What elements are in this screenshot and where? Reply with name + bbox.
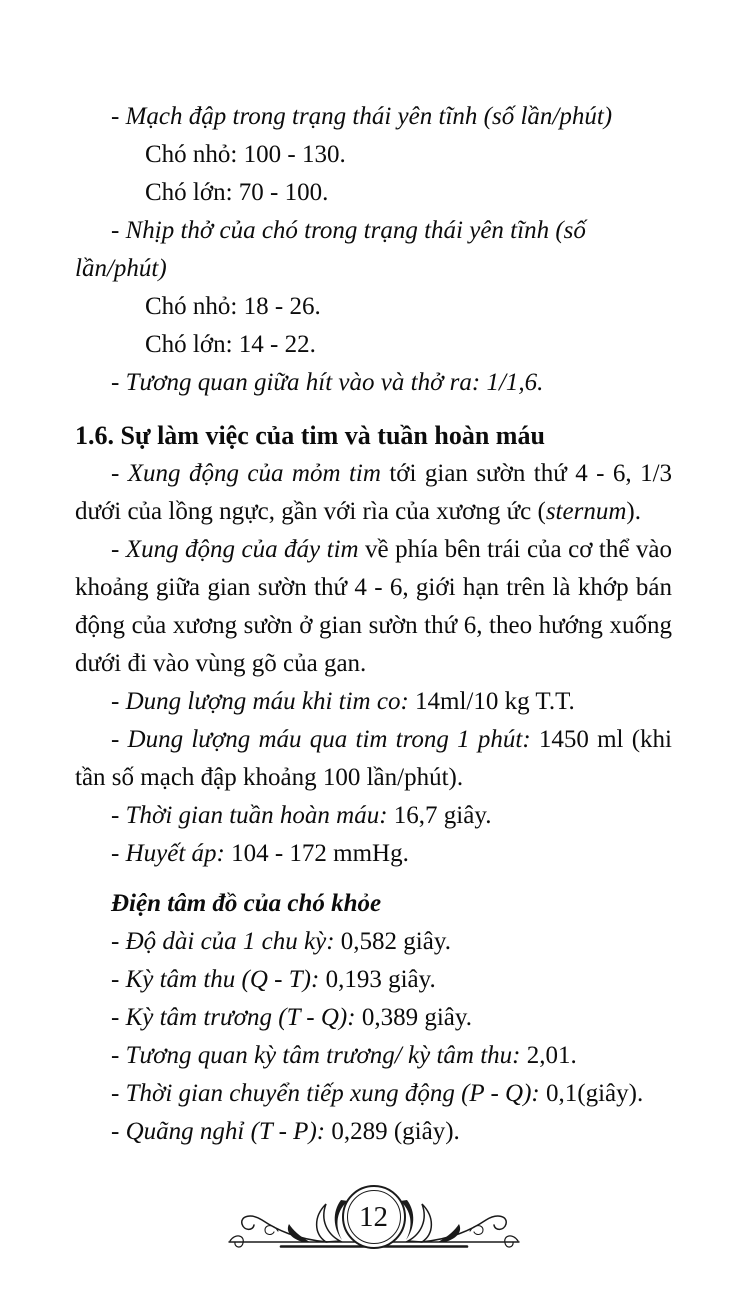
ecg-cycle-length-label: - Độ dài của 1 chu kỳ: xyxy=(111,928,335,955)
ecg-ratio-value: 2,01. xyxy=(526,1042,577,1069)
apex-beat-text: tới gian sườn thứ 4 - 6, 1/3 dưới của lồng ngực, gần với rìa của xương ức ( xyxy=(75,460,673,525)
blood-pressure-line xyxy=(75,835,672,873)
ecg-diastole-line xyxy=(75,999,672,1037)
pulse-rate-label: - Mạch đập trong trạng thái yên tĩnh (số lần/phút) xyxy=(111,103,613,130)
ecg-diastole-label: - Kỳ tâm trương (T - Q): xyxy=(111,1004,356,1031)
ecg-rest-interval-value: 0,289 (giây). xyxy=(331,1118,460,1145)
ecg-ratio-line xyxy=(75,1037,672,1075)
circulation-time-value: 16,7 giây. xyxy=(393,802,492,829)
circulation-time-line xyxy=(75,797,672,835)
ecg-rest-interval-label: - Quãng nghỉ (T - P): xyxy=(111,1118,326,1145)
ecg-pq-interval-label: - Thời gian chuyển tiếp xung động (P - Q): xyxy=(111,1080,540,1107)
stroke-volume-value: 14ml/10 kg T.T. xyxy=(415,688,575,715)
page-number-badge xyxy=(342,1185,406,1249)
circulation-time-label: - Thời gian tuần hoàn máu: xyxy=(111,802,388,829)
page-number: 12 xyxy=(359,1200,388,1233)
ecg-systole-line xyxy=(75,961,672,999)
minute-volume-value: 1450 ml (khi tần số mạch đập khoảng 100 lần/phút). xyxy=(75,726,672,791)
ecg-cycle-length-value: 0,582 giây. xyxy=(340,928,451,955)
blood-pressure-value: 104 - 172 mmHg. xyxy=(231,840,409,867)
page-footer-ornament xyxy=(224,1179,524,1271)
sternum-term: sternum xyxy=(545,498,627,525)
breath-large-dog-value: Chó lớn: 14 - 22. xyxy=(145,331,316,358)
breath-small-dog-value: Chó nhỏ: 18 - 26. xyxy=(145,293,321,320)
ecg-pq-interval-value: 0,1(giây). xyxy=(546,1080,644,1107)
ecg-pq-interval-line xyxy=(75,1075,672,1113)
ecg-rest-interval-line xyxy=(75,1113,672,1151)
ecg-heading: Điện tâm đồ của chó khỏe xyxy=(111,890,382,917)
ecg-systole-value: 0,193 giây. xyxy=(325,966,436,993)
pulse-small-dog-value: Chó nhỏ: 100 - 130. xyxy=(145,141,346,168)
apex-beat-paragraph xyxy=(75,455,672,531)
inhale-exhale-ratio: - Tương quan giữa hít vào và thở ra: 1/1,6. xyxy=(111,369,544,396)
stroke-volume-label: - Dung lượng máu khi tim co: xyxy=(111,688,409,715)
minute-volume-label: - Dung lượng máu qua tim trong 1 phút: xyxy=(111,726,531,753)
blood-pressure-label: - Huyết áp: xyxy=(111,840,225,867)
heart-base-text: về phía bên trái của cơ thể vào khoảng giữa gian sườn thứ 4 - 6, giới hạn trên là khớp bán động của xương sườn ở gian sườn thứ 6, theo hướng xuống dưới đi vào vùng gõ của gan. xyxy=(75,536,673,677)
ecg-diastole-value: 0,389 giây. xyxy=(361,1004,472,1031)
apex-beat-label: - Xung động của mỏm tim xyxy=(111,460,381,487)
breath-rate-label: - Nhịp thở của chó trong trạng thái yên tĩnh (số lần/phút) xyxy=(75,217,586,282)
heart-base-label: - Xung động của đáy tim xyxy=(111,536,359,563)
ecg-systole-label: - Kỳ tâm thu (Q - T): xyxy=(111,966,320,993)
ecg-cycle-length-line xyxy=(75,923,672,961)
section-heading: 1.6. Sự làm việc của tim và tuần hoàn máu xyxy=(75,421,545,450)
pulse-large-dog-value: Chó lớn: 70 - 100. xyxy=(145,179,329,206)
minute-volume-paragraph xyxy=(75,721,672,797)
heart-base-paragraph xyxy=(75,531,672,683)
ecg-ratio-label: - Tương quan kỳ tâm trương/ kỳ tâm thu: xyxy=(111,1042,521,1069)
stroke-volume-line xyxy=(75,683,672,721)
apex-beat-text-end: ). xyxy=(626,498,641,525)
